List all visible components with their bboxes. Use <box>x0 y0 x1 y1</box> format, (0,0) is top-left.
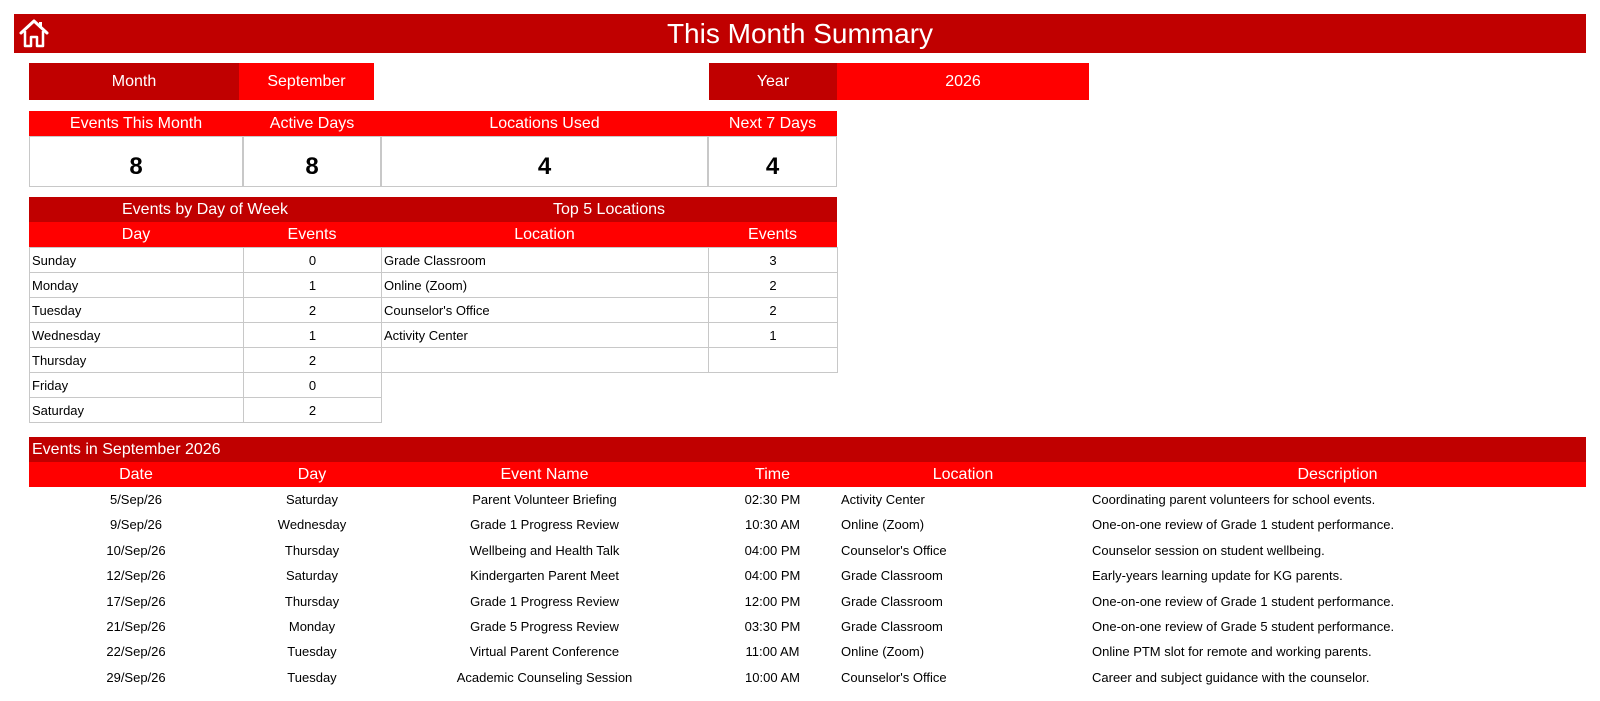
dow-count[interactable]: 2 <box>244 348 382 373</box>
page-title: This Month Summary <box>666 18 934 49</box>
event-location: Grade Classroom <box>841 593 943 609</box>
kpi-value-active-days: 8 <box>243 136 381 187</box>
event-date: 12/Sep/26 <box>106 568 166 584</box>
event-time: 10:00 AM <box>745 669 800 685</box>
event-name: Grade 1 Progress Review <box>470 593 619 609</box>
table-row <box>30 348 382 373</box>
location-name[interactable]: Online (Zoom) <box>382 273 709 298</box>
top-locations-table <box>381 247 838 373</box>
location-count[interactable]: 2 <box>709 273 838 298</box>
year-select[interactable]: 2026 <box>837 63 1089 100</box>
kpi-label-locations-used: Locations Used <box>381 111 708 136</box>
table-row <box>382 348 838 373</box>
event-time: 11:00 AM <box>745 644 800 660</box>
kpi-label-active-days: Active Days <box>243 111 381 136</box>
year-label: Year <box>709 63 837 100</box>
table-row <box>30 273 382 298</box>
table-row[interactable] <box>29 487 1586 512</box>
event-time: 03:30 PM <box>744 619 801 634</box>
dow-day[interactable]: Sunday <box>30 248 244 273</box>
table-row <box>30 323 382 348</box>
event-location: Counselor's Office <box>841 669 947 685</box>
dow-count[interactable]: 2 <box>244 298 382 323</box>
event-date: 22/Sep/26 <box>106 644 166 660</box>
kpi-value-events-this-month: 8 <box>29 136 243 187</box>
table-row <box>30 298 382 323</box>
event-location: Grade Classroom <box>841 619 943 634</box>
event-day: Saturday <box>285 568 339 584</box>
location-name[interactable]: Grade Classroom <box>382 248 709 273</box>
table-row[interactable] <box>29 639 1586 664</box>
event-time: 04:00 PM <box>744 568 801 584</box>
location-count[interactable]: 1 <box>709 323 838 348</box>
event-day: Saturday <box>285 492 339 507</box>
dow-col-day: Day <box>29 222 243 247</box>
table-row[interactable] <box>29 589 1586 614</box>
events-col-description: Description <box>1297 466 1378 483</box>
dow-day[interactable]: Wednesday <box>30 323 244 348</box>
event-name: Kindergarten Parent Meet <box>470 568 619 584</box>
table-row[interactable] <box>29 665 1586 690</box>
dow-table <box>29 247 382 423</box>
events-header-row <box>29 462 1586 487</box>
event-name: Wellbeing and Health Talk <box>469 542 620 558</box>
event-location: Grade Classroom <box>841 568 943 584</box>
kpi-label-events-this-month: Events This Month <box>29 111 243 136</box>
table-row[interactable] <box>29 538 1586 563</box>
event-date: 5/Sep/26 <box>109 492 163 507</box>
event-location: Online (Zoom) <box>841 644 925 660</box>
dow-count[interactable]: 0 <box>244 373 382 398</box>
dow-col-events: Events <box>243 222 381 247</box>
event-day: Wednesday <box>277 517 347 533</box>
table-row[interactable] <box>29 563 1586 588</box>
event-date: 29/Sep/26 <box>106 669 166 685</box>
event-date: 9/Sep/26 <box>109 517 163 533</box>
event-description: One-on-one review of Grade 5 student performance. <box>1092 619 1395 634</box>
month-select[interactable]: September <box>239 63 374 100</box>
events-col-date: Date <box>119 466 153 483</box>
dow-count[interactable]: 1 <box>244 323 382 348</box>
location-name[interactable] <box>382 348 709 373</box>
event-day: Monday <box>288 619 336 634</box>
event-description: One-on-one review of Grade 1 student performance. <box>1092 517 1395 533</box>
event-location: Counselor's Office <box>841 542 947 558</box>
event-description: Online PTM slot for remote and working parents. <box>1092 644 1372 660</box>
table-row <box>382 273 838 298</box>
event-time: 12:00 PM <box>744 593 801 609</box>
kpi-label-next-7-days: Next 7 Days <box>708 111 837 136</box>
event-day: Tuesday <box>287 669 337 685</box>
event-name: Grade 1 Progress Review <box>470 517 619 533</box>
event-description: Career and subject guidance with the counselor. <box>1092 669 1370 685</box>
event-day: Tuesday <box>287 644 337 660</box>
location-count[interactable] <box>709 348 838 373</box>
location-name[interactable]: Activity Center <box>382 323 709 348</box>
event-date: 21/Sep/26 <box>106 619 166 634</box>
event-date: 17/Sep/26 <box>106 593 166 609</box>
table-row <box>30 398 382 423</box>
table-row <box>382 323 838 348</box>
top-locations-col-events: Events <box>708 222 837 247</box>
month-label: Month <box>29 63 239 100</box>
table-row[interactable] <box>29 512 1586 537</box>
kpi-value-locations-used: 4 <box>381 136 708 187</box>
event-location: Activity Center <box>841 492 925 507</box>
event-date: 10/Sep/26 <box>106 542 166 558</box>
event-location: Online (Zoom) <box>841 517 925 533</box>
event-description: One-on-one review of Grade 1 student performance. <box>1092 593 1395 609</box>
events-section-title: Events in September 2026 <box>29 437 1586 462</box>
events-col-time: Time <box>755 466 790 483</box>
events-col-event-name: Event Name <box>500 466 589 483</box>
events-col-day: Day <box>297 466 327 483</box>
event-description: Coordinating parent volunteers for school events. <box>1092 492 1376 507</box>
event-name: Parent Volunteer Briefing <box>472 492 617 507</box>
location-count[interactable]: 3 <box>709 248 838 273</box>
location-count[interactable]: 2 <box>709 298 838 323</box>
table-row <box>30 373 382 398</box>
table-row <box>382 248 838 273</box>
events-col-location: Location <box>932 466 994 483</box>
table-row <box>30 248 382 273</box>
top-locations-section-title: Top 5 Locations <box>381 197 837 222</box>
location-name[interactable]: Counselor's Office <box>382 298 709 323</box>
dow-day[interactable]: Friday <box>30 373 244 398</box>
event-time: 04:00 PM <box>744 542 801 558</box>
dow-day[interactable]: Tuesday <box>30 298 244 323</box>
dow-section-title: Events by Day of Week <box>29 197 381 222</box>
dow-day[interactable]: Monday <box>30 273 244 298</box>
dow-count[interactable]: 2 <box>244 398 382 423</box>
top-locations-col-location: Location <box>381 222 708 247</box>
event-name: Virtual Parent Conference <box>469 644 620 660</box>
kpi-value-next-7-days: 4 <box>708 136 837 187</box>
dow-count[interactable]: 0 <box>244 248 382 273</box>
event-description: Early-years learning update for KG parents. <box>1092 568 1343 584</box>
event-day: Thursday <box>284 542 340 558</box>
event-name: Academic Counseling Session <box>456 669 633 685</box>
title-banner <box>14 14 1586 53</box>
event-day: Thursday <box>284 593 340 609</box>
dow-day[interactable]: Thursday <box>30 348 244 373</box>
table-row <box>382 298 838 323</box>
event-description: Counselor session on student wellbeing. <box>1092 542 1325 558</box>
dow-day[interactable]: Saturday <box>30 398 244 423</box>
event-name: Grade 5 Progress Review <box>470 619 619 634</box>
table-row[interactable] <box>29 614 1586 639</box>
event-time: 10:30 AM <box>745 517 800 533</box>
event-time: 02:30 PM <box>744 492 801 507</box>
dow-count[interactable]: 1 <box>244 273 382 298</box>
